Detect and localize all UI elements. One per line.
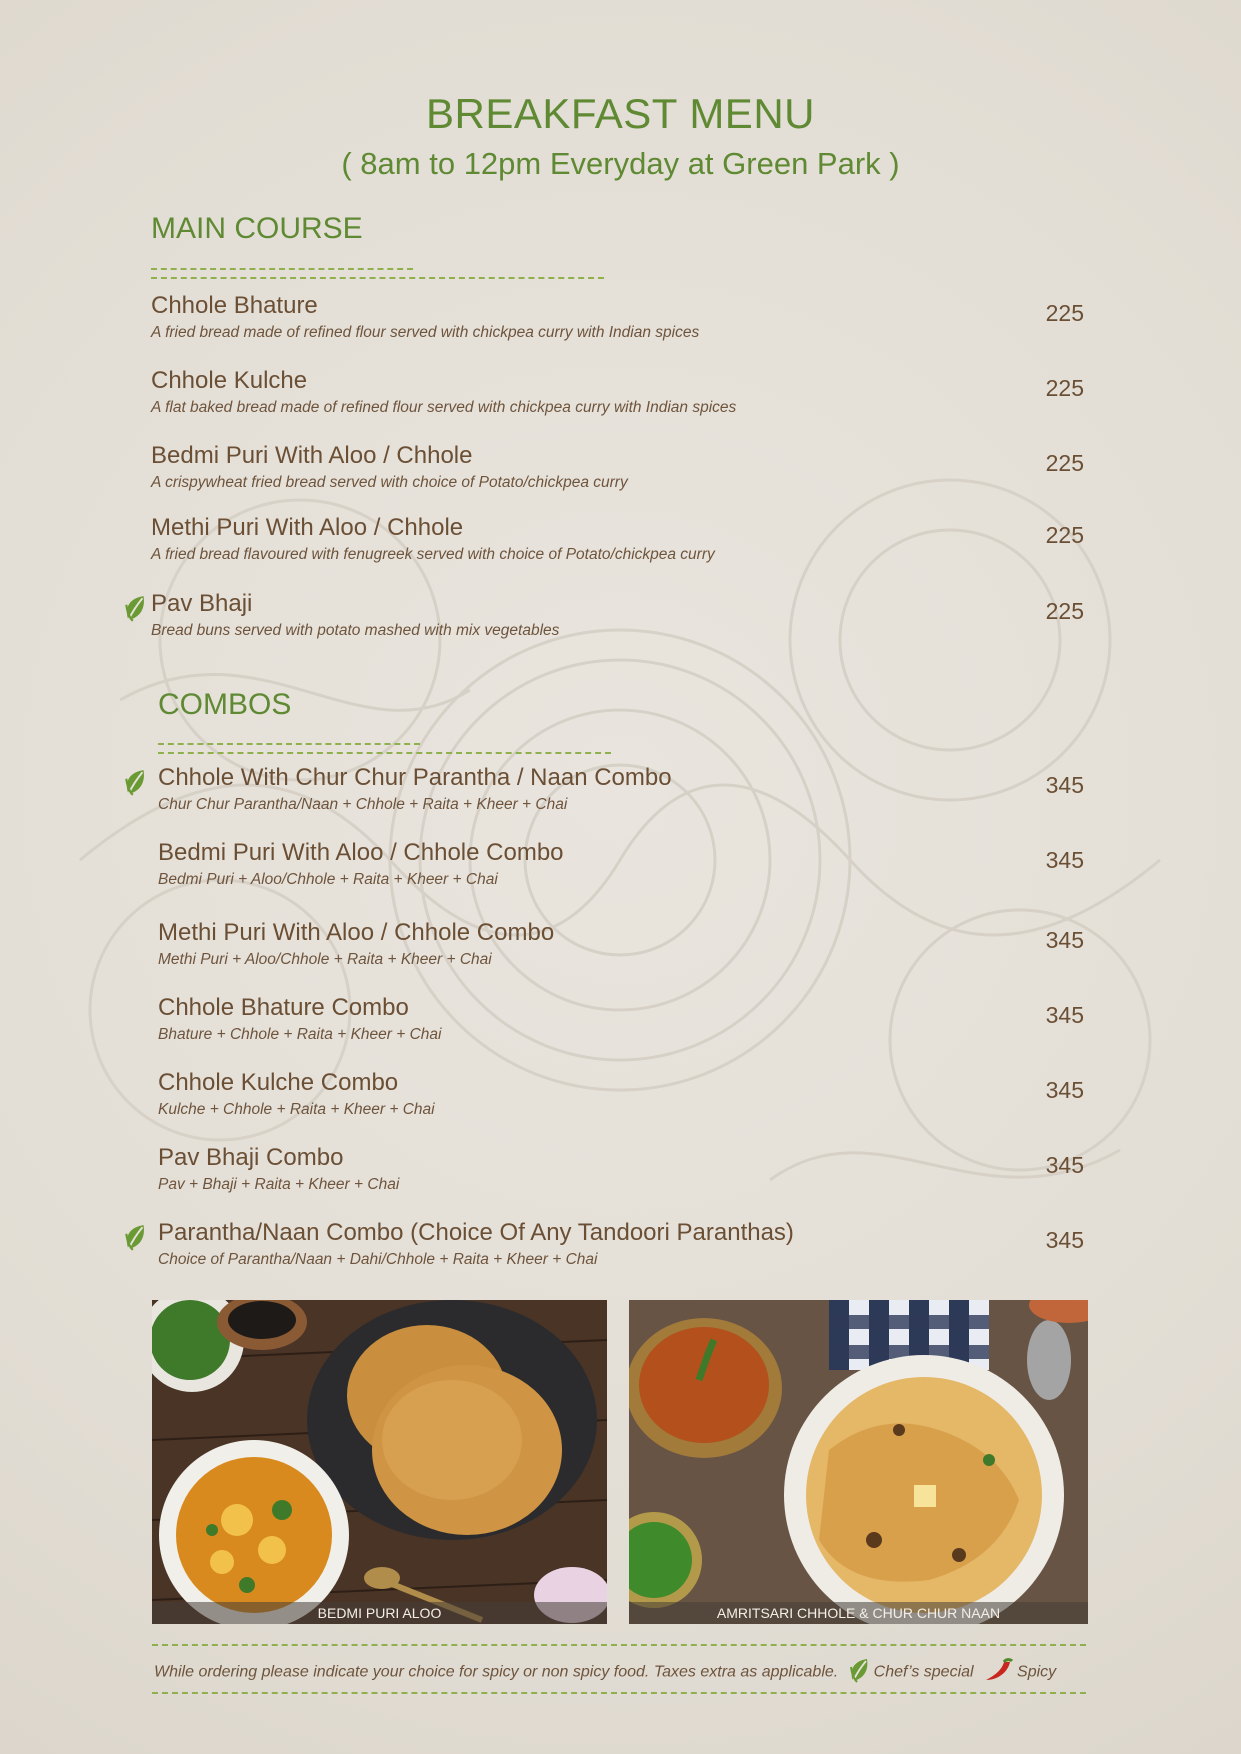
footer-divider-top <box>152 1644 1086 1646</box>
item-name: Pav Bhaji <box>151 590 253 617</box>
item-name: Bedmi Puri With Aloo / Chhole Combo <box>158 839 564 866</box>
item-description: A flat baked bread made of refined flour served with chickpea curry with Indian spices <box>151 399 737 416</box>
combo-item <box>0 1144 1241 1214</box>
footer-divider-bottom <box>152 1692 1086 1694</box>
item-name: Chhole Kulche Combo <box>158 1069 399 1096</box>
combo-item <box>0 1219 1241 1289</box>
main-course-item <box>0 514 1241 584</box>
item-price: 345 <box>1045 1152 1084 1178</box>
item-price: 345 <box>1045 1002 1084 1028</box>
item-description: A fried bread flavoured with fenugreek served with choice of Potato/chickpea curry <box>151 546 715 563</box>
item-price: 225 <box>1045 300 1084 326</box>
section-divider <box>158 752 611 754</box>
item-price: 225 <box>1045 450 1084 476</box>
leaf-icon <box>124 594 148 622</box>
leaf-icon <box>849 1657 871 1688</box>
combo-item <box>0 994 1241 1064</box>
section-title-combos: COMBOS <box>158 688 292 721</box>
item-name: Chhole With Chur Chur Parantha / Naan Combo <box>158 764 672 791</box>
photo-amritsari-chhole-chur-chur-naan <box>629 1300 1088 1624</box>
item-price: 225 <box>1045 522 1084 548</box>
combo-item <box>0 839 1241 909</box>
item-price: 345 <box>1045 927 1084 953</box>
spicy-label: Spicy <box>1017 1663 1057 1681</box>
main-course-item <box>0 442 1241 512</box>
bedmi-puri-aloo-image <box>152 1300 607 1624</box>
amritsari-chhole-naan-image <box>629 1300 1088 1624</box>
leaf-icon <box>124 1223 148 1251</box>
item-price: 225 <box>1045 375 1084 401</box>
item-name: Methi Puri With Aloo / Chhole Combo <box>158 919 555 946</box>
item-description: Methi Puri + Aloo/Chhole + Raita + Kheer + Chai <box>158 951 492 968</box>
combo-item <box>0 1069 1241 1139</box>
menu-title: BREAKFAST MENU <box>426 90 815 137</box>
item-description: Choice of Parantha/Naan + Dahi/Chhole + Raita + Kheer + Chai <box>158 1251 598 1268</box>
item-description: Bread buns served with potato mashed with mix vegetables <box>151 622 560 639</box>
main-course-item <box>0 292 1241 362</box>
item-description: A crispywheat fried bread served with choice of Potato/chickpea curry <box>151 474 628 491</box>
item-description: Kulche + Chhole + Raita + Kheer + Chai <box>158 1101 435 1118</box>
combo-item <box>0 919 1241 989</box>
photo-caption: AMRITSARI CHHOLE & CHUR CHUR NAAN <box>629 1602 1088 1624</box>
item-description: Pav + Bhaji + Raita + Kheer + Chai <box>158 1176 400 1193</box>
item-name: Pav Bhaji Combo <box>158 1144 344 1171</box>
chili-pepper-icon <box>984 1658 1014 1687</box>
item-price: 345 <box>1045 1077 1084 1103</box>
item-description: Bhature + Chhole + Raita + Kheer + Chai <box>158 1026 442 1043</box>
item-name: Parantha/Naan Combo (Choice Of Any Tandoori Paranthas) <box>158 1219 794 1246</box>
leaf-icon <box>124 768 148 796</box>
section-divider <box>158 743 420 745</box>
footer-note <box>154 1657 1056 1688</box>
item-name: Chhole Bhature <box>151 292 318 319</box>
main-course-item <box>0 367 1241 437</box>
section-divider <box>151 277 604 279</box>
item-price: 345 <box>1045 1227 1084 1253</box>
item-name: Chhole Bhature Combo <box>158 994 409 1021</box>
chef-special-label: Chef’s special <box>873 1663 974 1681</box>
combo-item <box>0 764 1241 834</box>
item-description: Bedmi Puri + Aloo/Chhole + Raita + Kheer + Chai <box>158 871 498 888</box>
photo-bedmi-puri-aloo <box>152 1300 607 1624</box>
item-name: Bedmi Puri With Aloo / Chhole <box>151 442 473 469</box>
section-title-main-course: MAIN COURSE <box>151 212 363 245</box>
item-name: Chhole Kulche <box>151 367 308 394</box>
menu-subtitle: ( 8am to 12pm Everyday at Green Park ) <box>341 146 900 181</box>
item-name: Methi Puri With Aloo / Chhole <box>151 514 464 541</box>
photo-caption: BEDMI PURI ALOO <box>152 1602 607 1624</box>
item-description: Chur Chur Parantha/Naan + Chhole + Raita + Kheer + Chai <box>158 796 568 813</box>
section-divider <box>151 268 413 270</box>
footer-disclaimer: While ordering please indicate your choice for spicy or non spicy food. Taxes extra as applicable. <box>154 1663 839 1681</box>
main-course-item <box>0 590 1241 660</box>
item-price: 345 <box>1045 847 1084 873</box>
item-description: A fried bread made of refined flour served with chickpea curry with Indian spices <box>151 324 700 341</box>
item-price: 345 <box>1045 772 1084 798</box>
item-price: 225 <box>1045 598 1084 624</box>
